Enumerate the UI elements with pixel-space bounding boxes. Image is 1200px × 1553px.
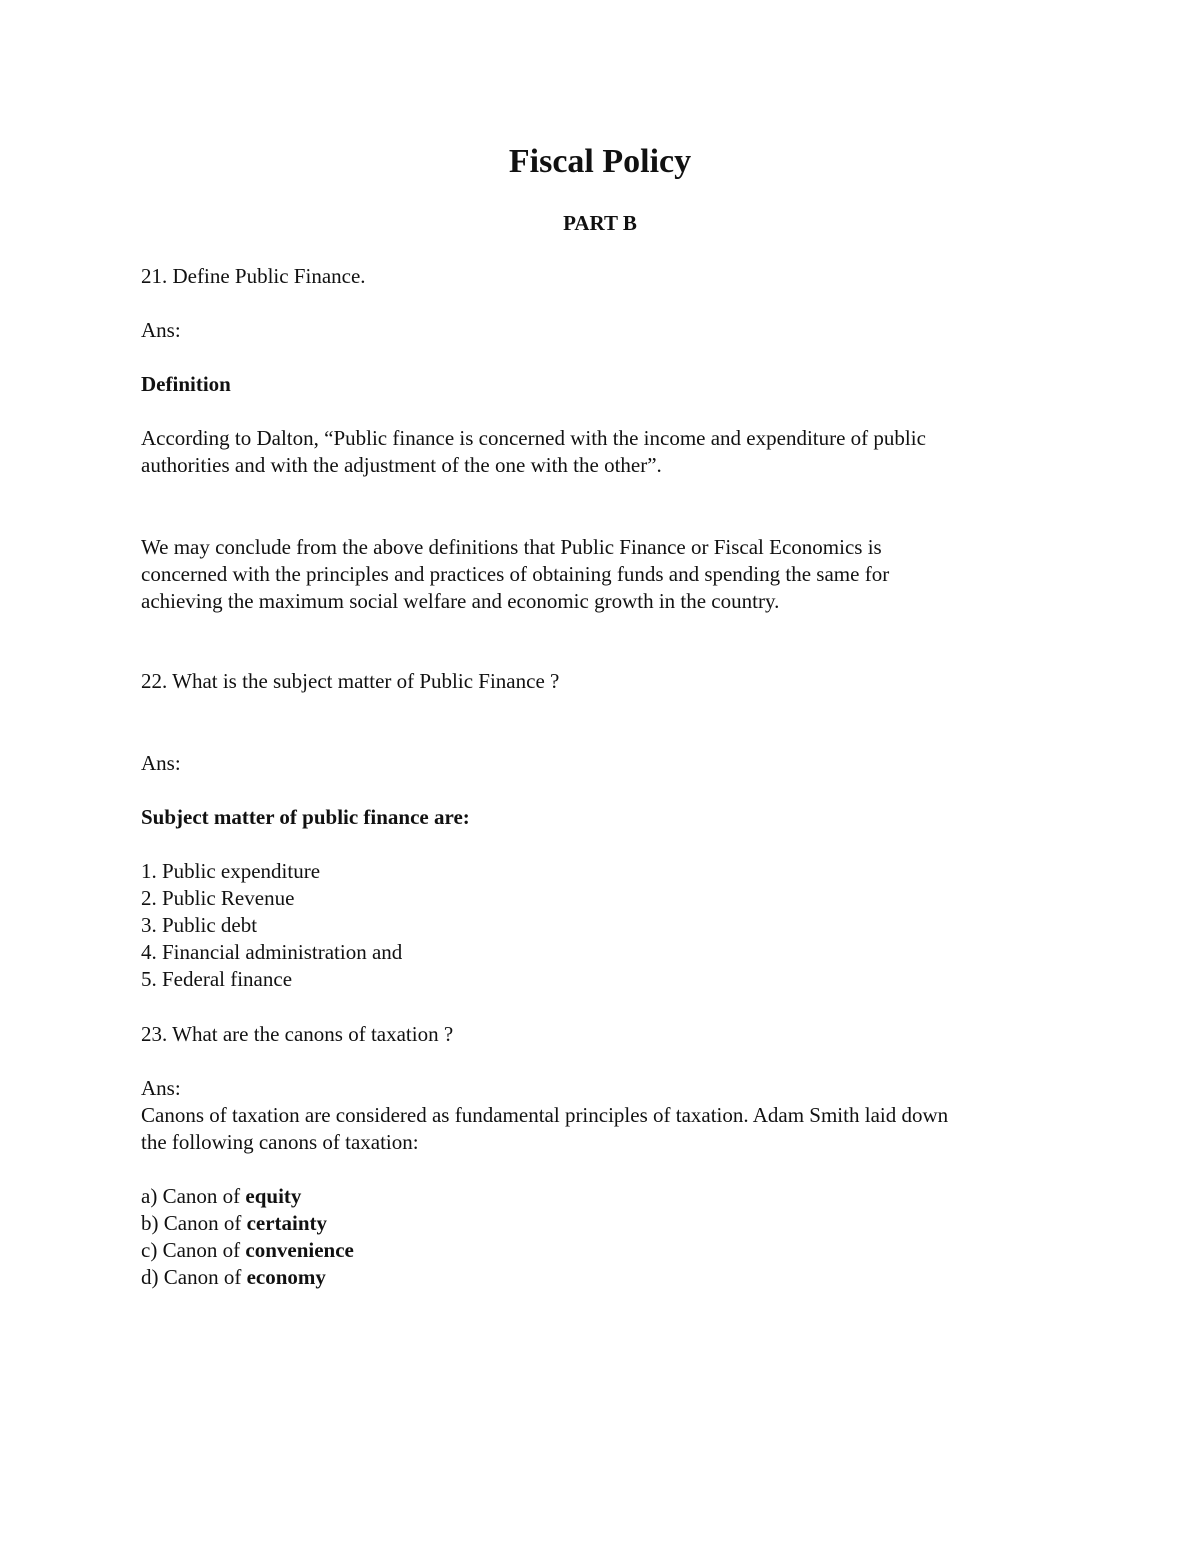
list-item: 3. Public debt — [141, 913, 258, 937]
answer-label-22: Ans: — [141, 751, 181, 775]
answer-label-23: Ans: — [141, 1076, 181, 1100]
list-item: 1. Public expenditure — [141, 859, 321, 883]
canon-item — [141, 1264, 326, 1291]
canon-term: certainty — [246, 1211, 328, 1235]
subject-matter-heading: Subject matter of public finance are: — [141, 805, 470, 829]
canon-item — [141, 1237, 354, 1264]
canon-prefix: a) Canon of — [141, 1184, 246, 1208]
canon-term: equity — [245, 1184, 302, 1208]
question-23: 23. What are the canons of taxation ? — [141, 1022, 454, 1046]
canon-prefix: c) Canon of — [141, 1238, 246, 1262]
question-21: 21. Define Public Finance. — [141, 264, 366, 288]
canon-term: convenience — [245, 1238, 354, 1262]
list-item: 2. Public Revenue — [141, 886, 295, 910]
canon-item — [141, 1183, 301, 1210]
canon-term: economy — [246, 1265, 326, 1289]
paragraph-line: Canons of taxation are considered as fundamental principles of taxation. Adam Smith laid down — [141, 1103, 949, 1127]
section-heading: PART B — [563, 211, 637, 235]
paragraph-line: the following canons of taxation: — [141, 1130, 419, 1154]
paragraph-line: achieving the maximum social welfare and economic growth in the country. — [141, 589, 780, 613]
paragraph-line: authorities and with the adjustment of the one with the other”. — [141, 453, 662, 477]
paragraph-line: concerned with the principles and practices of obtaining funds and spending the same for — [141, 562, 890, 586]
question-22: 22. What is the subject matter of Public Finance ? — [141, 669, 560, 693]
answer-label-21: Ans: — [141, 318, 181, 342]
page-title: Fiscal Policy — [508, 143, 692, 180]
list-item: 4. Financial administration and — [141, 940, 403, 964]
definition-heading: Definition — [141, 372, 231, 396]
canon-item — [141, 1210, 327, 1237]
list-item: 5. Federal finance — [141, 967, 293, 991]
canon-prefix: b) Canon of — [141, 1211, 247, 1235]
paragraph-line: We may conclude from the above definitions that Public Finance or Fiscal Economics is — [141, 535, 882, 559]
paragraph-line: According to Dalton, “Public finance is concerned with the income and expenditure of public — [141, 426, 926, 450]
canon-prefix: d) Canon of — [141, 1265, 247, 1289]
